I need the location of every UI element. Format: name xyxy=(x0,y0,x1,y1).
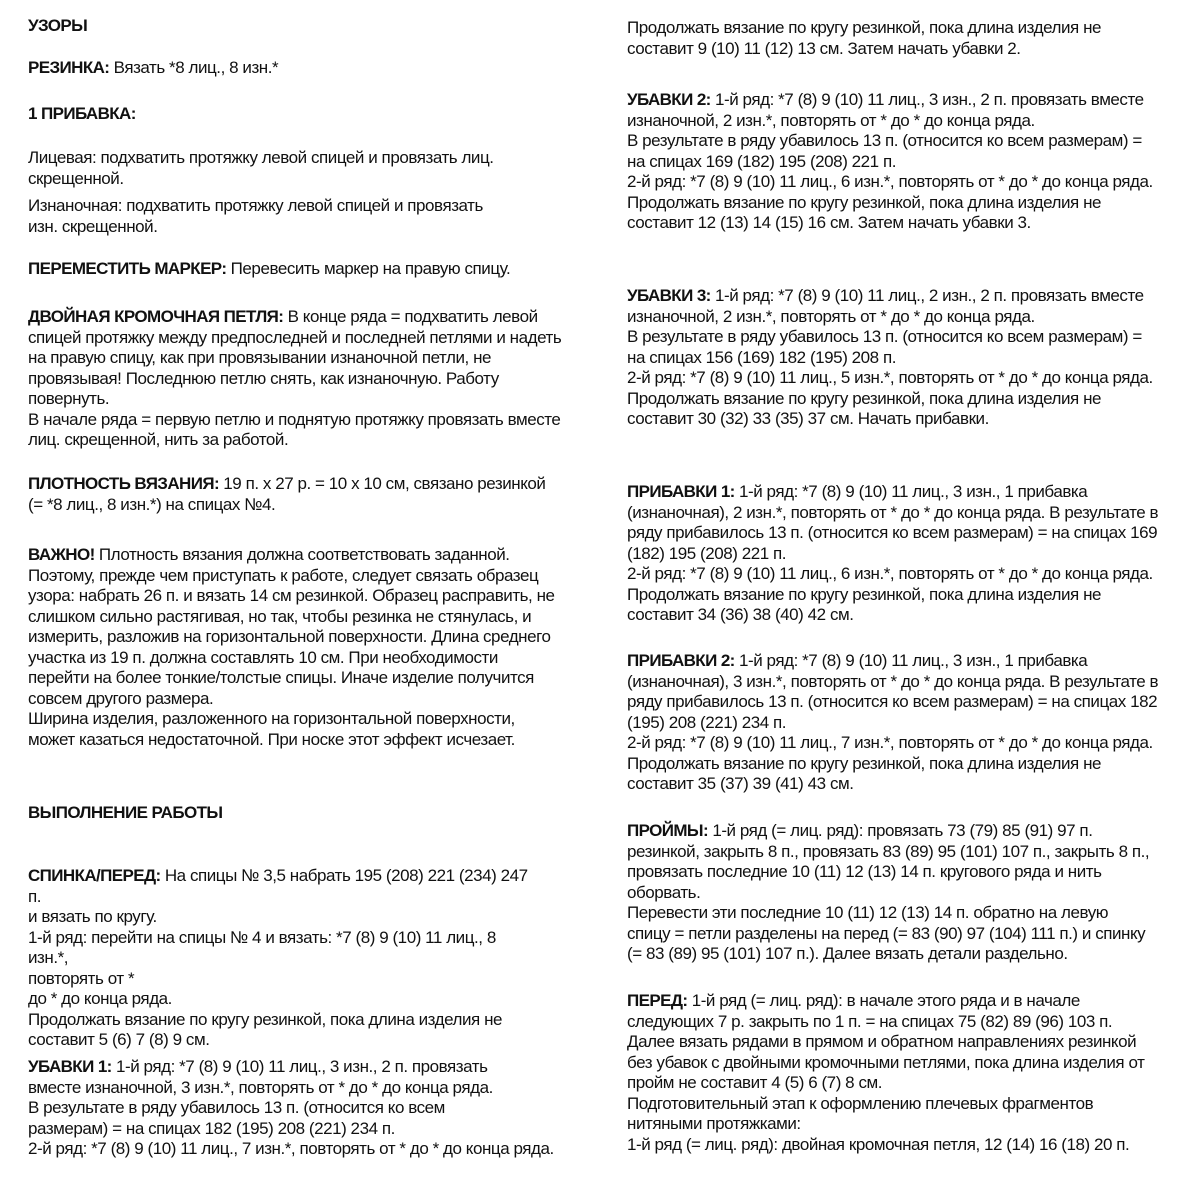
gauge-text: 19 п. х 27 р. = 10 х 10 см, связано резинкой (= *8 лиц., 8 изн.*) на спицах №4. xyxy=(28,474,546,514)
double-edge-text: В конце ряда = подхватить левой спицей протяжку между предпоследней и последней петлями и надеть на правую спицу, как при провязывании изнаночной петли, не провязывая! Последнюю петлю снять, как изнаночную. Работу повернуть. xyxy=(28,307,562,408)
important-text: Плотность вязания должна соответствовать заданной. Поэтому, прежде чем приступать к работе, следует связать образец узора: набрать 26 п. и вязать 14 см резинкой. Образец расправить, не слишком сильно растягивая, но так, чтобы резинка не стянулась, и измерить, разложив на горизонтальной поверхности. Длина среднего участка из 19 п. должна составлять 10 см. При необходимости перейти на более тонкие/толстые спицы. Иначе изделие получится совсем другого размера. xyxy=(28,545,555,708)
armholes-section: ПРОЙМЫ: 1-й ряд (= лиц. ряд): провязать 73 (79) 85 (91) 97 п. резинкой, закрыть 8 п., провязать 83 (89) 95 (101) 107 п., закрыть 8 п., провязать последние 10 (11) 12 (13) 14 п. кругового ряда и нить оборвать. Перевести эти последние 10 (11) 12 (13) 14 п. обратно на левую спицу = петли разделены на перед (= 83 (90) 97 (104) 111 п.) и спинку (= 83 (89) 95 (101) 107 п.). Далее вязать детали раздельно. xyxy=(627,821,1150,963)
important-label: ВАЖНО! xyxy=(28,545,95,564)
increase-heading: 1 ПРИБАВКА: xyxy=(28,104,136,123)
work-title: ВЫПОЛНЕНИЕ РАБОТЫ xyxy=(28,803,223,822)
increase-1-text: 1-й ряд: *7 (8) 9 (10) 11 лиц., 3 изн., 1 прибавка (изнаночная), 2 изн.*, повторять от * до * до конца ряда. В результате в ряду прибавилось 13 п. (относится ко всем размерам) = на спицах 169 (182) 195 (208) 221 п. xyxy=(627,482,1159,563)
increase-purl: Изнаночная: подхватить протяжку левой спицей и провязать изн. скрещенной. xyxy=(28,196,483,236)
increase-2-section: ПРИБАВКИ 2: 1-й ряд: *7 (8) 9 (10) 11 лиц., 3 изн., 1 прибавка (изнаночная), 3 изн.*, повторять от * до * до конца ряда. В результате в ряду прибавилось 13 п. (относится ко всем размерам) = на спицах 182 (195) 208 (221) 234 п. 2-й ряд: *7 (8) 9 (10) 11 лиц., 7 изн.*, повторять от * до * до конца ряда. Продолжать вязание по кругу резинкой, пока длина изделия не составит 35 (37) 39 (41) 43 см. xyxy=(627,651,1159,793)
important-section xyxy=(28,545,558,750)
back-front-section: СПИНКА/ПЕРЕД: На спицы № 3,5 набрать 195 (208) 221 (234) 247 п. и вязать по кругу. 1-й ряд: перейти на спицы № 4 и вязать: *7 (8) 9 (10) 11 лиц., 8 изн.*, повторять от * до * до конца ряда. Продолжать вязание по кругу резинкой, пока длина изделия не составит 5 (6) 7 (8) 9 см. xyxy=(28,866,528,1049)
back-front-label: СПИНКА/ПЕРЕД: xyxy=(28,866,161,885)
rib-text: Вязать *8 лиц., 8 изн.* xyxy=(109,58,279,77)
double-edge-section xyxy=(28,307,563,451)
decrease-1-label: УБАВКИ 1: xyxy=(28,1057,112,1076)
decrease-3-label: УБАВКИ 3: xyxy=(627,286,711,305)
patterns-title: УЗОРЫ xyxy=(28,16,88,35)
front-section: ПЕРЕД: 1-й ряд (= лиц. ряд): в начале этого ряда и в начале следующих 7 р. закрыть по 1 п. = на спицах 75 (82) 89 (96) 103 п. Далее вязать рядами в прямом и обратном направлениях резинкой без убавок с двойными кромочными петлями, пока длина изделия от пройм не составит 4 (5) 6 (7) 8 см. Подготовительный этап к оформлению плечевых фрагментов нитяными протяжками: 1-й ряд (= лиц. ряд): двойная кромочная петля, 12 (14) 16 (18) 20 п. xyxy=(627,991,1145,1154)
decrease-1-text: 1-й ряд: *7 (8) 9 (10) 11 лиц., 3 изн., 2 п. провязать вместе изнаночной, 3 изн.*, повторять от * до * до конца ряда. xyxy=(28,1057,493,1097)
front-label: ПЕРЕД: xyxy=(627,991,688,1010)
decrease-2-section: УБАВКИ 2: 1-й ряд: *7 (8) 9 (10) 11 лиц., 3 изн., 2 п. провязать вместе изнаночной, 2 изн.*, повторять от * до * до конца ряда. В результате в ряду убавилось 13 п. (относится ко всем размерам) = на спицах 169 (182) 195 (208) 221 п. 2-й ряд: *7 (8) 9 (10) 11 лиц., 6 изн.*, повторять от * до * до конца ряда. Продолжать вязание по кругу резинкой, пока длина изделия не составит 12 (13) 14 (15) 16 см. Затем начать убавки 3. xyxy=(627,90,1153,232)
decrease-3-section: УБАВКИ 3: 1-й ряд: *7 (8) 9 (10) 11 лиц., 2 изн., 2 п. провязать вместе изнаночной, 2 изн.*, повторять от * до * до конца ряда. В результате в ряду убавилось 13 п. (относится ко всем размерам) = на спицах 156 (169) 182 (195) 208 п. 2-й ряд: *7 (8) 9 (10) 11 лиц., 5 изн.*, повторять от * до * до конца ряда. Продолжать вязание по кругу резинкой, пока длина изделия не составит 30 (32) 33 (35) 37 см. Начать прибавки. xyxy=(627,286,1153,428)
move-marker-label: ПЕРЕМЕСТИТЬ МАРКЕР: xyxy=(28,259,227,278)
decrease-3-text: 1-й ряд: *7 (8) 9 (10) 11 лиц., 2 изн., 2 п. провязать вместе изнаночной, 2 изн.*, повторять от * до * до конца ряда. xyxy=(627,286,1144,326)
decrease-2-text: 1-й ряд: *7 (8) 9 (10) 11 лиц., 3 изн., 2 п. провязать вместе изнаночной, 2 изн.*, повторять от * до * до конца ряда. xyxy=(627,90,1144,130)
gauge-label: ПЛОТНОСТЬ ВЯЗАНИЯ: xyxy=(28,474,220,493)
gauge-section xyxy=(28,474,548,515)
back-front-text: На спицы № 3,5 набрать 195 (208) 221 (234) 247 п. xyxy=(28,866,528,906)
front-text: 1-й ряд (= лиц. ряд): в начале этого ряда и в начале следующих 7 р. закрыть по 1 п. = на спицах 75 (82) 89 (96) 103 п. xyxy=(627,991,1113,1031)
double-edge-label: ДВОЙНАЯ КРОМОЧНАЯ ПЕТЛЯ: xyxy=(28,307,284,326)
decrease-2-label: УБАВКИ 2: xyxy=(627,90,711,109)
move-marker-section xyxy=(28,259,588,280)
increase-2-label: ПРИБАВКИ 2: xyxy=(627,651,735,670)
right-intro: Продолжать вязание по кругу резинкой, пока длина изделия не составит 9 (10) 11 (12) 13 см. Затем начать убавки 2. xyxy=(627,18,1102,58)
move-marker-text: Перевесить маркер на правую спицу. xyxy=(226,259,511,278)
rib-section xyxy=(28,58,588,79)
rib-label: РЕЗИНКА: xyxy=(28,58,110,77)
increase-knit: Лицевая: подхватить протяжку левой спицей и провязать лиц. скрещенной. xyxy=(28,148,494,188)
important-text-2: Ширина изделия, разложенного на горизонтальной поверхности, может казаться недостаточной. При носке этот эффект исчезает. xyxy=(28,709,515,749)
increase-2-text: 1-й ряд: *7 (8) 9 (10) 11 лиц., 3 изн., 1 прибавка (изнаночная), 3 изн.*, повторять от * до * до конца ряда. В результате в ряду прибавилось 13 п. (относится ко всем размерам) = на спицах 182 (195) 208 (221) 234 п. xyxy=(627,651,1159,732)
increase-1-section: ПРИБАВКИ 1: 1-й ряд: *7 (8) 9 (10) 11 лиц., 3 изн., 1 прибавка (изнаночная), 2 изн.*, повторять от * до * до конца ряда. В результате в ряду прибавилось 13 п. (относится ко всем размерам) = на спицах 169 (182) 195 (208) 221 п. 2-й ряд: *7 (8) 9 (10) 11 лиц., 6 изн.*, повторять от * до * до конца ряда. Продолжать вязание по кругу резинкой, пока длина изделия не составит 34 (36) 38 (40) 42 см. xyxy=(627,482,1159,624)
armholes-text: 1-й ряд (= лиц. ряд): провязать 73 (79) 85 (91) 97 п. резинкой, закрыть 8 п., провязать 83 (89) 95 (101) 107 п., закрыть 8 п., провязать последние 10 (11) 12 (13) 14 п. кругового ряда и нить оборвать. xyxy=(627,821,1150,902)
double-edge-text-2: В начале ряда = первую петлю и поднятую протяжку провязать вместе лиц. скрещенной, нить за работой. xyxy=(28,409,561,449)
decrease-1-section: УБАВКИ 1: 1-й ряд: *7 (8) 9 (10) 11 лиц., 3 изн., 2 п. провязать вместе изнаночной, 3 изн.*, повторять от * до * до конца ряда. В результате в ряду убавилось 13 п. (относится ко всем размерам) = на спицах 182 (195) 208 (221) 234 п. 2-й ряд: *7 (8) 9 (10) 11 лиц., 7 изн.*, повторять от * до * до конца ряда. xyxy=(28,1057,554,1158)
armholes-label: ПРОЙМЫ: xyxy=(627,821,709,840)
increase-1-label: ПРИБАВКИ 1: xyxy=(627,482,735,501)
